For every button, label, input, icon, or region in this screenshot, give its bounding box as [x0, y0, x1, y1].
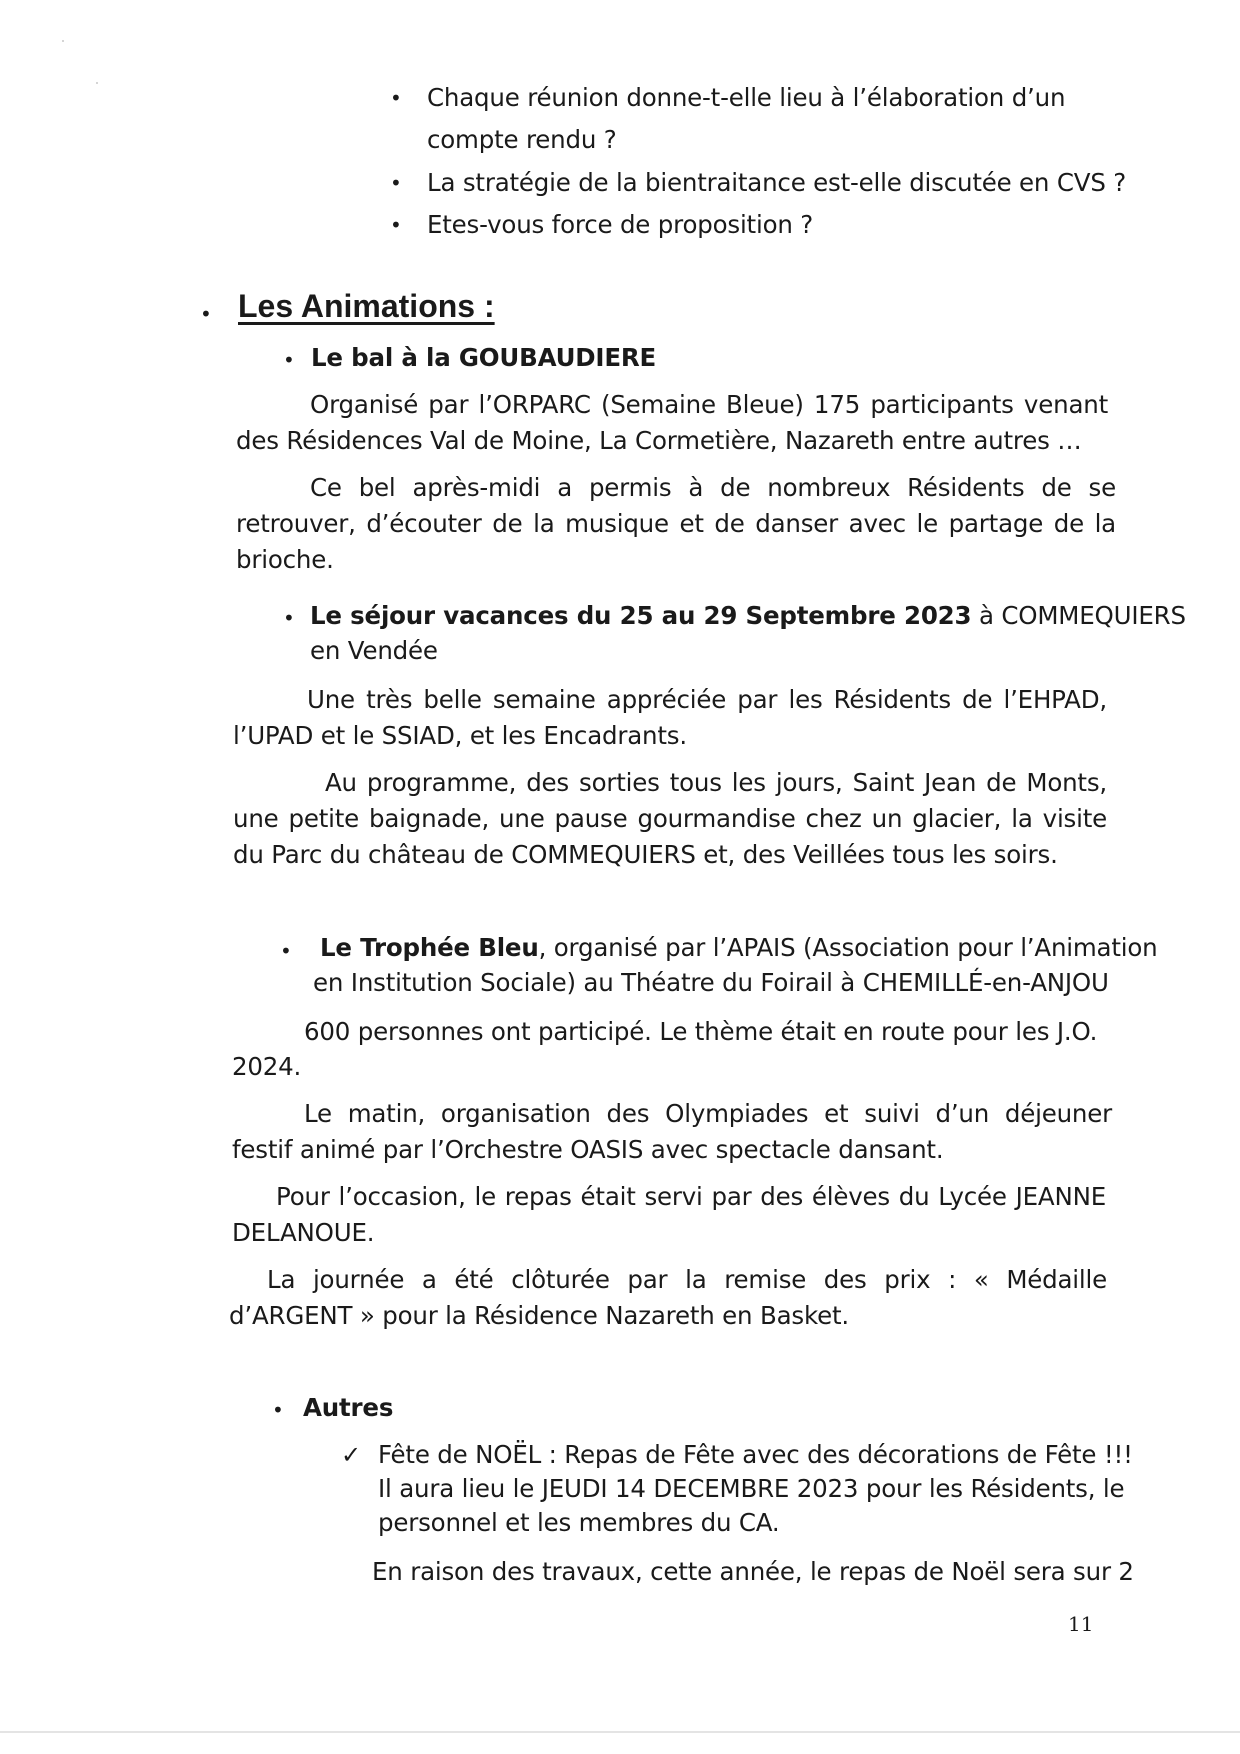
noel-line-2: Il aura lieu le JEUDI 14 DECEMBRE 2023 pour les Résidents, le: [378, 1474, 1125, 1503]
sejour-title-line2: en Vendée: [310, 636, 438, 665]
bullet-dot: •: [283, 348, 295, 372]
trophee-title-rest: , organisé par l’APAIS (Association pour l’Animation: [538, 933, 1158, 962]
scan-speck: [62, 40, 64, 42]
bullet-dot: •: [283, 606, 295, 630]
trophee-paragraph-3: [232, 1179, 1106, 1251]
list-item: Etes-vous force de proposition ?: [427, 210, 814, 239]
bullet-dot: •: [390, 86, 402, 110]
trophee-paragraph-1-line1: 600 personnes ont participé. Le thème était en route pour les J.O.: [304, 1017, 1098, 1046]
trophee-paragraph-2: [232, 1096, 1112, 1168]
subsection-title-trophee: [320, 930, 1158, 966]
noel-line-3: personnel et les membres du CA.: [378, 1508, 780, 1537]
bullet-dot: •: [390, 171, 402, 195]
paragraph-text: La journée a été clôturée par la remise des prix : « Médaille d’ARGENT » pour la Résidence Nazareth en Basket.: [229, 1265, 1107, 1330]
paragraph-text: Ce bel après-midi a permis à de nombreux Résidents de se retrouver, d’écouter de la musique et de danser avec le partage de la brioche.: [236, 473, 1116, 574]
sejour-title-bold: Le séjour vacances du 25 au 29 Septembre 2023: [310, 601, 972, 630]
subsection-title-sejour: [310, 598, 1186, 634]
paragraph-text: Une très belle semaine appréciée par les Résidents de l’EHPAD, l’UPAD et le SSIAD, et les Encadrants.: [233, 685, 1107, 750]
scan-speck: [96, 82, 98, 84]
sejour-paragraph-2: [233, 765, 1107, 873]
bullet-dot: •: [272, 1398, 284, 1422]
subsection-title-autres: Autres: [303, 1393, 394, 1422]
list-item: Chaque réunion donne-t-elle lieu à l’élaboration d’un: [427, 83, 1066, 112]
trophee-title-line2: en Institution Sociale) au Théatre du Foirail à CHEMILLÉ-en-ANJOU: [313, 968, 1109, 997]
bullet-dot: •: [280, 939, 292, 963]
paragraph-text: Pour l’occasion, le repas était servi par des élèves du Lycée JEANNE DELANOUE.: [232, 1182, 1106, 1247]
trophee-paragraph-1-line2: 2024.: [232, 1052, 302, 1081]
section-heading: Les Animations :: [238, 288, 495, 324]
paragraph-text: Le matin, organisation des Olympiades et suivi d’un déjeuner festif animé par l’Orchestre OASIS avec spectacle dansant.: [232, 1099, 1112, 1164]
section-bullet: •: [200, 302, 212, 326]
bal-paragraph-2: [236, 470, 1116, 578]
page-number: 11: [1068, 1612, 1094, 1636]
trophee-paragraph-4: [229, 1262, 1107, 1334]
checkmark-icon: ✓: [341, 1441, 362, 1469]
scan-edge-line: [0, 1731, 1240, 1733]
list-item-continuation: compte rendu ?: [427, 125, 617, 154]
sejour-paragraph-1: [233, 682, 1107, 754]
paragraph-text: Au programme, des sorties tous les jours, Saint Jean de Monts, une petite baignade, une pause gourmandise chez un glacier, la visite du Parc du château de COMMEQUIERS et, des Veillées tous les soirs.: [233, 768, 1107, 869]
bal-paragraph-1: [236, 387, 1108, 459]
sejour-title-rest: à COMMEQUIERS: [971, 601, 1186, 630]
trophee-title-bold: Le Trophée Bleu: [320, 933, 539, 962]
subsection-title-bal: Le bal à la GOUBAUDIERE: [311, 343, 657, 372]
travaux-paragraph: En raison des travaux, cette année, le repas de Noël sera sur 2: [372, 1557, 1134, 1586]
bullet-dot: •: [390, 213, 402, 237]
noel-line-1: Fête de NOËL : Repas de Fête avec des décorations de Fête !!!: [378, 1440, 1133, 1469]
list-item: La stratégie de la bientraitance est-elle discutée en CVS ?: [427, 168, 1127, 197]
paragraph-text: Organisé par l’ORPARC (Semaine Bleue) 175 participants venant des Résidences Val de Moine, La Cormetière, Nazareth entre autres …: [236, 390, 1108, 455]
